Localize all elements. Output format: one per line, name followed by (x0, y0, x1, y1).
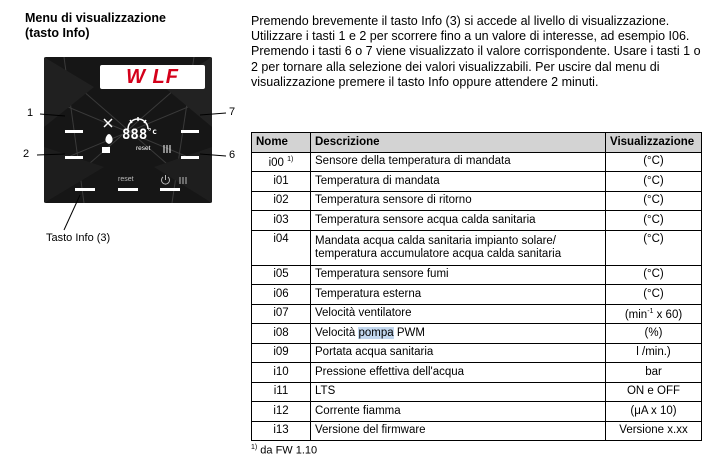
header-name: Nome (252, 133, 311, 153)
header-description: Descrizione (311, 133, 606, 153)
table-row (252, 363, 702, 383)
footnote: $^{1)}$ da FW 1.10 (251, 444, 318, 457)
intro-text (251, 14, 706, 90)
row-name: i07 (252, 304, 311, 324)
row-display: (°C) (606, 285, 702, 305)
row-display: (°C) (606, 191, 702, 211)
row-description: Sensore della temperatura di mandata (311, 152, 606, 172)
callout-lines (0, 50, 250, 250)
table-row (252, 402, 702, 422)
table-row (252, 304, 702, 324)
row-display: bar (606, 363, 702, 383)
callout-2: 2 (23, 148, 30, 160)
row-name: i13 (252, 421, 311, 441)
row-name: i11 (252, 382, 311, 402)
row-description: Temperatura di mandata (311, 172, 606, 192)
control-panel-figure (0, 50, 250, 250)
row-name: i06 (252, 285, 311, 305)
heading-subtitle: (tasto Info) (25, 26, 90, 40)
row-display: (°C) (606, 211, 702, 231)
table-row (252, 421, 702, 441)
table-row (252, 172, 702, 192)
row-display: (%) (606, 324, 702, 344)
table-header-row (252, 133, 702, 153)
table-row (252, 285, 702, 305)
row-description: Velocità ventilatore (311, 304, 606, 324)
row-display: (°C) (606, 152, 702, 172)
row-description: Temperatura sensore di ritorno (311, 191, 606, 211)
info-button-label: Tasto Info (3) (46, 232, 111, 244)
table-row (252, 382, 702, 402)
row-display: (°C) (606, 265, 702, 285)
row-display: (μA x 10) (606, 402, 702, 422)
row-display: ($\min^{-1}$ x 60) (606, 304, 702, 324)
table-row (252, 152, 702, 172)
row-display: Versione x.xx (606, 421, 702, 441)
table-row (252, 230, 702, 265)
highlighted-word: pompa (358, 326, 394, 339)
section-heading (25, 11, 166, 41)
row-display: ON e OFF (606, 382, 702, 402)
callout-7: 7 (229, 106, 236, 118)
row-description: Portata acqua sanitaria (311, 343, 606, 363)
row-name: i09 (252, 343, 311, 363)
table-row (252, 191, 702, 211)
row-display: l /min.) (606, 343, 702, 363)
row-description: Pressione effettiva dell'acqua (311, 363, 606, 383)
header-display: Visualizzazione (606, 133, 702, 153)
row-name: i01 (252, 172, 311, 192)
row-display: (°C) (606, 230, 702, 265)
heading-title: Menu di visualizzazione (25, 11, 166, 25)
table-row (252, 343, 702, 363)
display-digits: $888^{^\circ c}$ (122, 127, 157, 143)
row-name: i02 (252, 191, 311, 211)
row-name: i10 (252, 363, 311, 383)
row-name: i08 (252, 324, 311, 344)
row-name: i00 $^{1)}$ (252, 152, 311, 172)
row-name: i12 (252, 402, 311, 422)
row-description: LTS (311, 382, 606, 402)
callout-1: 1 (27, 107, 34, 119)
row-name: i05 (252, 265, 311, 285)
intro-paragraph-2: Premendo i tasti 6 o 7 viene visualizzato il valore corrispondente. Usare i tasti 1 o 2 per tornare alla selezione dei valori visualizzabili. Per uscire dal menu di visualizzazione premere il tasto Info oppure attendere 2 minuti. (251, 44, 701, 89)
row-description: Temperatura esterna (311, 285, 606, 305)
callout-6: 6 (229, 149, 236, 161)
row-display: (°C) (606, 172, 702, 192)
parameter-table (251, 132, 702, 441)
intro-paragraph-1: Premendo brevemente il tasto Info (3) si accede al livello di visualizzazione. Utilizzare i tasti 1 e 2 per scorrere fino a un valore di interesse, ad esempio I06. (251, 14, 690, 44)
row-description: Corrente fiamma (311, 402, 606, 422)
row-name: i04 (252, 230, 311, 265)
row-description: Temperatura sensore fumi (311, 265, 606, 285)
table-row (252, 265, 702, 285)
reset-button-label: reset (118, 176, 134, 183)
display-reset-text: reset (136, 145, 151, 152)
row-description: Mandata acqua calda sanitaria impianto solare/ temperatura accumulatore acqua calda sanitaria (311, 230, 606, 265)
table-row (252, 324, 702, 344)
row-name: i03 (252, 211, 311, 231)
row-description: Velocità pompa PWM (311, 324, 606, 344)
row-description: Versione del firmware (311, 421, 606, 441)
table-row (252, 211, 702, 231)
wolf-logo: W LF (100, 65, 205, 89)
row-description: Temperatura sensore acqua calda sanitaria (311, 211, 606, 231)
